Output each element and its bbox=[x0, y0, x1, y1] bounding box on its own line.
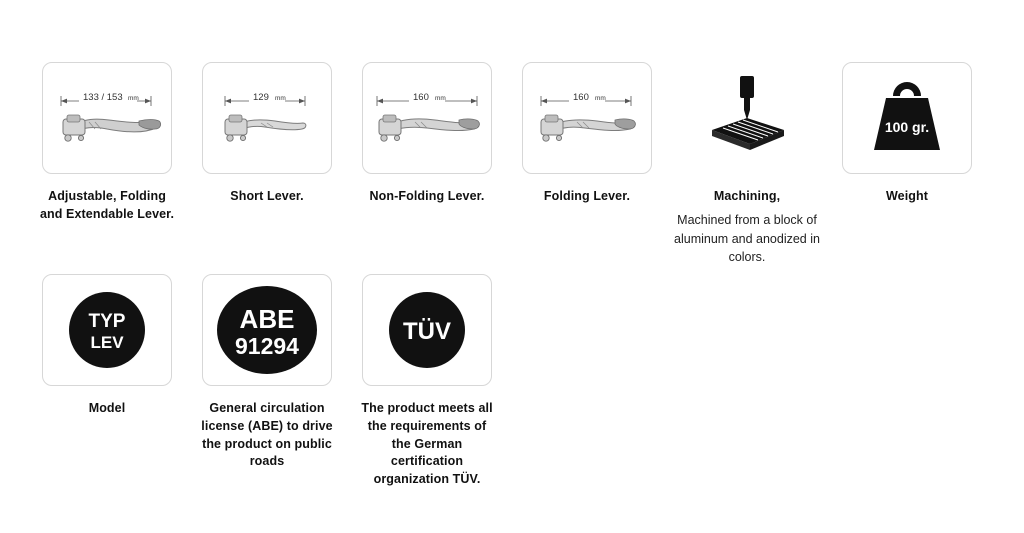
model-card bbox=[42, 274, 172, 386]
dimension-unit: mm bbox=[435, 95, 446, 102]
lever-adjustable-icon bbox=[43, 63, 171, 173]
dimension-unit: mm bbox=[595, 95, 606, 102]
feature-weight bbox=[842, 62, 972, 206]
feature-caption: The product meets all the requirements of the German certification organization TÜV. bbox=[361, 401, 493, 486]
badge-line-1: ABE bbox=[239, 304, 295, 334]
weight-card bbox=[842, 62, 972, 174]
feature-model bbox=[42, 274, 172, 418]
lever-card bbox=[42, 62, 172, 174]
lever-folding-icon bbox=[523, 63, 651, 173]
lever-card bbox=[362, 62, 492, 174]
feature-caption: Weight bbox=[885, 189, 929, 203]
lever-non-folding-icon bbox=[363, 63, 491, 173]
feature-row-1 bbox=[39, 62, 1002, 267]
tuv-badge-icon bbox=[372, 280, 482, 380]
weight-icon bbox=[852, 68, 962, 168]
cnc-machining-icon bbox=[692, 68, 802, 168]
feature-machining bbox=[674, 62, 820, 267]
dimension-value: 133 / 153 bbox=[83, 92, 123, 103]
feature-folding-lever bbox=[522, 62, 652, 206]
dimension-unit: mm bbox=[128, 95, 139, 102]
badge-line-2: LEV bbox=[90, 333, 124, 352]
abe-badge-icon bbox=[208, 278, 326, 382]
dimension-value: 160 bbox=[573, 92, 589, 103]
feature-tuv-certification bbox=[362, 274, 492, 489]
lever-card bbox=[522, 62, 652, 174]
feature-caption: Machining, bbox=[713, 189, 781, 203]
feature-caption: Model bbox=[88, 401, 126, 415]
feature-row-2 bbox=[42, 274, 522, 489]
feature-caption: Folding Lever. bbox=[543, 189, 631, 203]
badge-line-1: TÜV bbox=[403, 318, 451, 345]
badge-line-2: 91294 bbox=[235, 333, 299, 359]
lever-short-icon bbox=[203, 63, 331, 173]
feature-caption: Short Lever. bbox=[230, 189, 304, 203]
feature-caption: Non-Folding Lever. bbox=[369, 189, 485, 203]
feature-non-folding-lever bbox=[362, 62, 492, 206]
dimension-value: 129 bbox=[253, 92, 269, 103]
tuv-card bbox=[362, 274, 492, 386]
dimension-value: 160 bbox=[413, 92, 429, 103]
machining-card bbox=[682, 62, 812, 174]
abe-card bbox=[202, 274, 332, 386]
feature-caption: Adjustable, Folding and Extendable Lever. bbox=[39, 189, 175, 221]
feature-caption: General circulation license (ABE) to drive the product on public roads bbox=[201, 401, 333, 469]
type-lev-badge-icon bbox=[52, 280, 162, 380]
feature-short-lever bbox=[202, 62, 332, 206]
lever-card bbox=[202, 62, 332, 174]
feature-adjustable-folding-extendable-lever bbox=[39, 62, 175, 224]
badge-line-1: TYP bbox=[88, 311, 126, 332]
feature-subcaption: Machined from a block of aluminum and anodized in colors. bbox=[674, 212, 820, 265]
dimension-unit: mm bbox=[275, 95, 286, 102]
feature-abe-certification bbox=[202, 274, 332, 471]
weight-value: 100 gr. bbox=[884, 119, 930, 135]
